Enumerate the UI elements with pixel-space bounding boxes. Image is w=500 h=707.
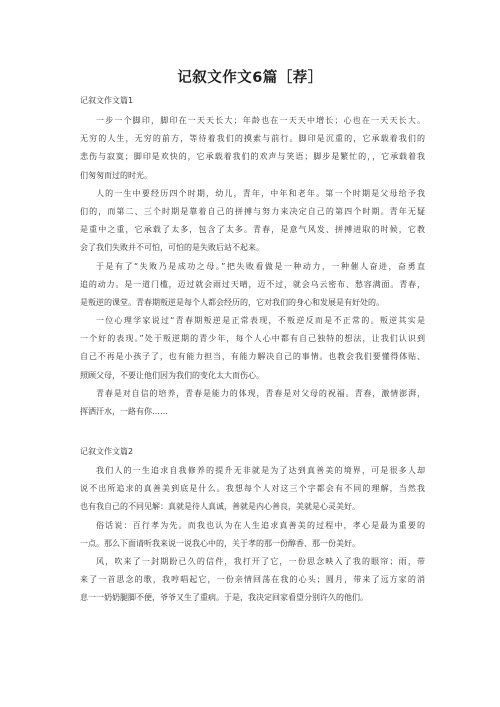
text-line: 一位心理学家说过“青春期叛逆是正常表现，不叛逆反而是不正常的。叛逆其实是 [96, 316, 425, 326]
text-line: 风，吹来了一封期盼已久的信件，我打开了它，一份思念映入了我的眼帘；雨，带 [96, 556, 425, 566]
article-2 [80, 446, 425, 608]
article-1 [80, 95, 425, 421]
text-line: 一步一个脚印，脚印在一天天长大；年龄也在一天天中增长；心也在一天天长大。 [96, 116, 425, 125]
document-title: 记叙文作文6篇［荐］ [177, 70, 323, 86]
paragraph [80, 553, 425, 608]
text-line: 是重中之重，它承载了太多，包含了太多。青春，是意气风发、拼搏进取的时候，它教 [80, 225, 425, 235]
text-line: 悲伤与寂寞；脚印是欢快的，它承载着我们的欢声与笑语；脚步是繁忙的，，它承载着我 [80, 152, 425, 162]
text-line: 我们人的一生追求自我修养的提升无非就是为了达到真善美的境界，可是很多人却 [96, 466, 425, 475]
text-line: 挥洒汗水，一路有你…… [80, 407, 168, 416]
paragraph [80, 185, 425, 258]
text-line: 是叛逆的课堂。青春期叛逆是每个人都会经历的，它对我们的身心和发展是有好处的。 [80, 297, 384, 307]
paragraph [80, 312, 425, 385]
text-line: 们匆匆而过的时光。 [80, 170, 152, 180]
paragraph [80, 112, 425, 185]
text-line: 也有我自己的不同见解：真就是待人真诚，善就是内心善良，美就是心灵美好。 [80, 502, 360, 512]
text-line: 说不出所追求的真善美到底是什么。我想每个人对这三个字都会有不同的理解，当然我 [80, 484, 425, 494]
paragraph [80, 258, 425, 313]
text-line: 一个好的表现。”处于叛逆期的青少年，每个人心中都有自己独特的想法，让我们认识到 [80, 334, 425, 344]
text-line: 息一一奶奶腿脚不便，爷爷又生了重病。于是，我决定回家看望分别许久的他们。 [80, 593, 368, 603]
text-line: 照顾父母，不要让他们因为我们的变化太大而伤心。 [80, 370, 264, 380]
text-line: 一点。那么下面请听我来说一说我心中的，关于孝的那一份醇香、那一份美好。 [80, 538, 360, 548]
text-line: 来了一首思念的歌，我哼唱起它，一份亲情回荡在我的心头；圆月，带来了远方家的消 [80, 575, 425, 585]
text-line: 们的，而第二、三个时期是靠着自己的拼搏与努力来决定自己的第四个时期。青年无疑 [80, 206, 425, 216]
text-line: 会了我们失败并不可怕，可怕的是失败后站不起来。 [80, 243, 264, 253]
text-line: 青春是对自信的培养，青春是能力的体现，青春是对父母的祝福。青春，激情澎湃， [96, 388, 425, 398]
text-line: 无穷的人生，无穷的前方，等待着我们的摸索与前行。脚印是沉重的，它承载着我们的 [80, 134, 425, 144]
text-line: 俗话说：百行孝为先。而我也认为在人生追求真善美的过程中，孝心是最为重要的 [96, 520, 425, 530]
text-line: 人的一生中要经历四个时期，幼儿，青年，中年和老年。第一个时期是父母给予我 [96, 188, 425, 198]
paragraph [80, 517, 425, 553]
text-line: 追的动力。是一道门槛，迈过就会雨过天晴，迈不过，就会乌云密布、愁容满面。青春， [80, 279, 425, 289]
article-heading: 记叙文作文篇1 [80, 96, 134, 105]
paragraph [80, 385, 425, 421]
article-heading: 记叙文作文篇2 [80, 447, 134, 456]
paragraph [80, 462, 425, 517]
text-line: 于是有了“失败乃是成功之母。”把失败看做是一种动力，一种催人奋进，奋勇直 [96, 261, 425, 271]
text-line: 自己不再是小孩子了，也有能力担当，有能力解决自己的事情。也教会我们要懂得体贴、 [80, 352, 425, 362]
